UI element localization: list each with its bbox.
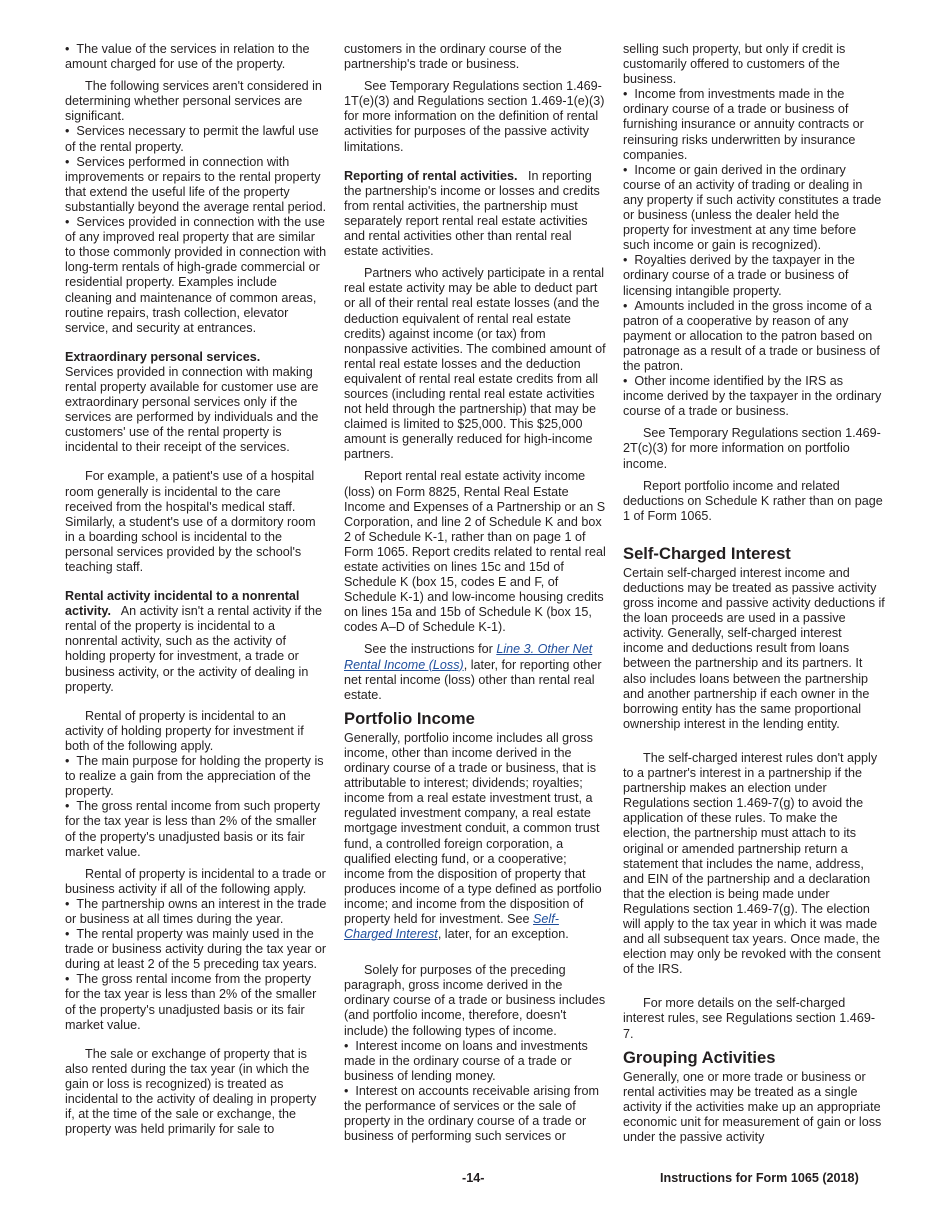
bullet-item: • The partnership owns an interest in the trade or business at all times during the year. — [65, 897, 327, 927]
paragraph: For more details on the self-charged interest rules, see Regulations section 1.469-7. — [623, 996, 876, 1041]
bullet-item: • Interest on accounts receivable arising from the performance of services or the sale of property in the ordinary course of a trade or business of performing such services or — [344, 1084, 606, 1144]
paragraph: Rental of property is incidental to an activity of holding property for investment if both of the following apply. — [65, 708, 304, 753]
bullet-item: • Services provided in connection with the use of any improved real property that are similar to those commonly provided in connection with long-term rentals of high-grade commercial or residential property. Examples include cleaning and maintenance of common areas, routine repairs, trash collection, elevator service, and security at entrances. — [65, 215, 327, 336]
bullet-item: • The main purpose for holding the property is to realize a gain from the appreciation of the property. — [65, 754, 327, 799]
paragraph-text: , later, for an exception. — [437, 927, 569, 942]
paragraph-text: Generally, portfolio income includes all gross income, other than income derived in the ordinary course of a trade or business, that is attributable to interest; dividends; royalties; income from a real estate investment trust, a regulated investment company, a real estate mortgage investment conduit, a common trust fund, a controlled foreign corporation, a qualified electing fund, or a cooperative; income from the disposition of property that produces income of a type defined as portfolio income; and income from the disposition of property held for investment. See — [344, 730, 602, 926]
bullet-item: • The value of the services in relation to the amount charged for use of the property. — [65, 42, 327, 72]
paragraph: Certain self-charged interest income and deductions may be treated as passive activity gross income and passive activity deductions if the loan proceeds are used in a passive activity. Generally, self-charged interest income and deductions result from loans between the partnership and its partners. It also includes loans between the partnership and another partnership if each owner in the borrowing entity has the same proportional ownership interest in the lending entity. — [623, 565, 885, 731]
run-in-heading: Extraordinary personal services. — [65, 349, 261, 364]
paragraph: Report portfolio income and related deductions on Schedule K rather than on page 1 of Form 1065. — [623, 478, 883, 523]
column-1 — [65, 42, 327, 1137]
paragraph: Report rental real estate activity income (loss) on Form 8825, Rental Real Estate Income and Expenses of a Partnership or an S Corporation, and line 2 of Schedule K and box 2 of Schedule K-1, rather than on page 1 of Form 1065. Report credits related to rental real estate activities on lines 15c and 15d of Schedule K (box 15, codes E and F, of Schedule K-1) and low-income housing credits on lines 15a and 15b of Schedule K (box 15, codes A–D of Schedule K-1). — [344, 469, 606, 635]
bullet-item: • Services performed in connection with improvements or repairs to the rental property that extend the useful life of the property substantially beyond the average rental period. — [65, 155, 327, 215]
run-in-heading: Reporting of rental activities. — [344, 168, 518, 183]
section-heading: Self-Charged Interest — [623, 543, 791, 563]
bullet-item: • The rental property was mainly used in the trade or business activity during the tax year or during at least 2 of the 5 preceding tax years. — [65, 927, 327, 972]
bullet-item: • The gross rental income from the property for the tax year is less than 2% of the smaller of the property's unadjusted basis or its fair market value. — [65, 972, 327, 1032]
paragraph — [65, 589, 327, 695]
line-3-link[interactable]: Line 3. Other Net Rental Income (Loss) — [344, 642, 593, 672]
paragraph: Partners who actively participate in a rental real estate activity may be able to deduct part or all of their rental real estate losses (and the deduction equivalent of rental real estate credits) against income (or tax) from nonpassive activities. The combined amount of rental real estate losses and the deduction equivalent of rental real estate credits from all sources (including rental real estate activities not held through the partnership) that may be claimed is limited to $25,000. This $25,000 amount is generally reduced for high-income partners. — [344, 266, 606, 462]
section-heading: Portfolio Income — [344, 708, 475, 728]
bullet-item: • Income from investments made in the ordinary course of a trade or business of furnishing insurance or annuity contracts or reinsuring risks underwritten by insurance companies. — [623, 87, 885, 162]
paragraph: Rental of property is incidental to a trade or business activity if all of the following apply. — [65, 866, 326, 896]
bullet-item: • Interest income on loans and investments made in the ordinary course of a trade or business of lending money. — [344, 1039, 606, 1084]
paragraph — [344, 169, 606, 260]
bullet-item: • Income or gain derived in the ordinary course of an activity of trading or dealing in any property if such activity constitutes a trade or business (unless the dealer held the property for investment at any time before such income or gain is recognized). — [623, 163, 885, 254]
bullet-item: • Other income identified by the IRS as income derived by the taxpayer in the ordinary course of a trade or business. — [623, 374, 885, 419]
paragraph: See Temporary Regulations section 1.469-1T(e)(3) and Regulations section 1.469-1(e)(3) for more information on the definition of rental activities for purposes of the passive activity limitations. — [344, 79, 605, 154]
paragraph: The self-charged interest rules don't apply to a partner's interest in a partnership if the partnership makes an election under Regulations section 1.469-7(g) to avoid the application of these rules. To make the election, the partnership must attach to its original or amended partnership return a statement that includes the name, address, and EIN of the partnership and a declaration that the election is being made under Regulations section 1.469-7(g). The election will apply to the tax year in which it was made and all subsequent tax years. Once made, the election may only be revoked with the consent of the IRS. — [623, 750, 881, 977]
paragraph: The following services aren't considered in determining whether personal services are significant. — [65, 79, 322, 124]
bullet-item: • The gross rental income from such property for the tax year is less than 2% of the smaller of the property's unadjusted basis or its fair market value. — [65, 799, 327, 859]
paragraph-text: , later, for reporting other net rental income (loss) other than rental real estate. — [344, 657, 602, 702]
paragraph — [344, 731, 606, 942]
paragraph: For example, a patient's use of a hospital room generally is incidental to the care received from the hospital's medical staff. Similarly, a student's use of a dormitory room in a boarding school is incidental to the personal services provided by the school's teaching staff. — [65, 469, 316, 574]
page-number: -14- — [462, 1171, 485, 1185]
section-heading: Grouping Activities — [623, 1047, 776, 1067]
paragraph: See Temporary Regulations section 1.469-2T(c)(3) for more information on portfolio income. — [623, 426, 881, 471]
paragraph: Services provided in connection with making rental property available for customer use are extraordinary personal services only if the services are performed by individuals and the customers' use of the rental property is incidental to their receipt of the services. — [65, 364, 319, 455]
paragraph: customers in the ordinary course of the partnership's trade or business. — [344, 42, 562, 72]
paragraph-text: In reporting the partnership's income or losses and credits from rental activities, the partnership must separately report rental real estate activities and rental activities other than rental real estate activities. — [344, 168, 600, 259]
column-2 — [344, 42, 606, 1144]
paragraph-text: An activity isn't a rental activity if the rental of the property is incidental to a nonrental activity, such as the activity of holding property for investment, a trade or business activity, or the activity of dealing in property. — [65, 604, 322, 694]
run-in-heading: Rental activity incidental to a nonrental activity. — [65, 589, 300, 619]
paragraph: selling such property, but only if credit is customarily offered to customers of the business. — [623, 42, 846, 87]
self-charged-interest-link[interactable]: Self-Charged Interest — [344, 911, 559, 942]
bullet-item: • Royalties derived by the taxpayer in the ordinary course of a trade or business of licensing intangible property. — [623, 253, 885, 298]
document-title: Instructions for Form 1065 (2018) — [660, 1171, 859, 1185]
bullet-item: • Services necessary to permit the lawful use of the rental property. — [65, 124, 327, 154]
paragraph: Generally, one or more trade or business or rental activities may be treated as a single activity if the activities make up an appropriate economic unit for measurement of gain or loss under the passive activity — [623, 1069, 882, 1144]
bullet-item: • Amounts included in the gross income of a patron of a cooperative by reason of any payment or allocation to the patron based on patronage as a result of a trade or business of the patron. — [623, 299, 885, 374]
paragraph-text: See the instructions for — [364, 642, 497, 657]
column-3 — [623, 42, 885, 1145]
paragraph — [344, 642, 606, 702]
paragraph: Solely for purposes of the preceding paragraph, gross income derived in the ordinary course of a trade or business includes (and portfolio income, therefore, doesn't include) the following types of income. — [344, 963, 606, 1038]
paragraph: The sale or exchange of property that is also rented during the tax year (in which the gain or loss is recognized) is treated as incidental to the activity of dealing in property if, at the time of the sale or exchange, the property was held primarily for sale to — [65, 1046, 317, 1137]
